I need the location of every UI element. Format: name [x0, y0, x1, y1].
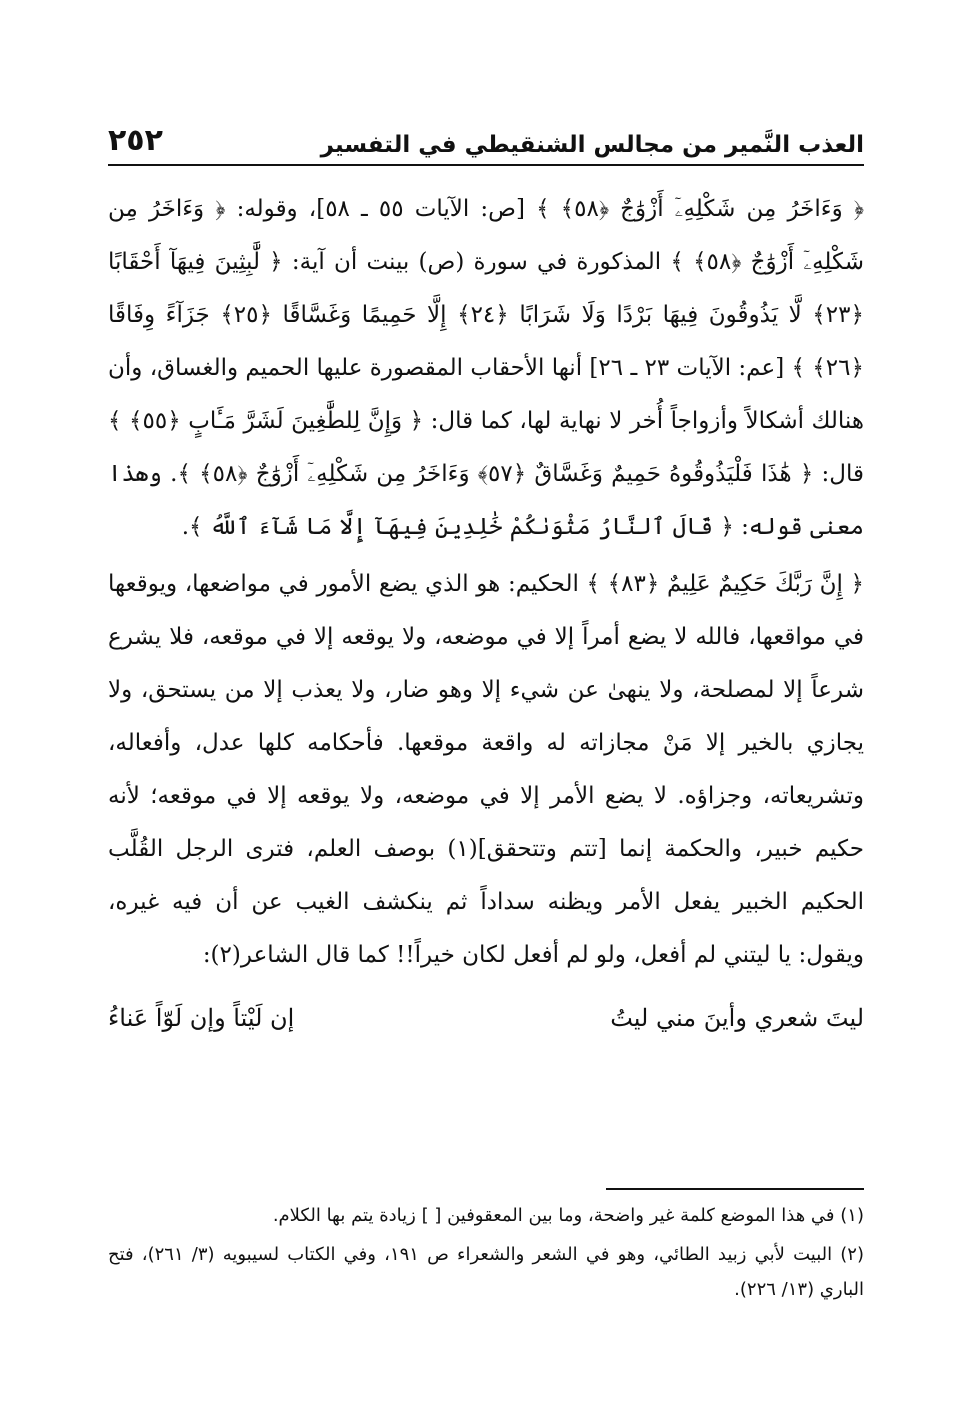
page-header: [108, 112, 864, 166]
running-title: العذب النَّمير من مجالس الشنقيطي في التفسير: [320, 132, 864, 158]
footnote-2: (٢) البيت لأبي زبيد الطائي، وهو في الشعر والشعراء ص ١٩١، وفي الكتاب لسيبويه (٣/ ٢٦١)، فتح الباري (١٣/ ٢٢٦).: [108, 1244, 864, 1300]
footnote-divider: [606, 1188, 864, 1190]
page-body: [108, 183, 864, 1048]
footnote-1: (١) في هذا الموضع كلمة غير واضحة، وما بين المعقوفين [ ] زيادة يتم بها الكلام.: [272, 1205, 864, 1226]
poetry-verse: [108, 988, 864, 1048]
page-number: ٢٥٢: [108, 123, 163, 158]
paragraph-hakim-alim: ﴿ إِنَّ رَبَّكَ حَكِيمٌ عَلِيمٌ ﴿٨٣﴾ ﴾ الحكيم: هو الذي يضع الأمور في مواضعها، ويوقعها في مواقعها، فالله لا يضع أمراً إلا في موضعه، ولا يوقعه إلا في موقعه، فلا يشرع شرعاً إلا لمصلحة، ولا ينهىٰ عن شيء إلا وهو ضار، ولا يعذب إلا من يستحق، ولا يجازي بالخير إلا مَنْ مجازاته له واقعة موقعها. فأحكامه كلها عدل، وأفعاله، وتشريعاته، وجزاؤه. لا يضع الأمر إلا في موضعه، ولا يوقعه إلا في موقعه؛ لأنه حكيم خبير، والحكمة إنما [تتم وتتحقق](١) بوصف العلم، فترى الرجل القُلَّب الحكيم الخبير يفعل الأمر ويظنه سداداً ثم ينكشف الغيب عن أن فيه غيره، ويقول: يا ليتني لم أفعل، ولو لم أفعل لكان خيراً!! كما قال الشاعر(٢):: [108, 571, 865, 968]
verse-second-hemistich: إن لَيْتاً وإن لَوّاً عَناءُ: [108, 1004, 295, 1032]
verse-first-hemistich: ليتَ شعري وأينَ مني ليتُ: [610, 1004, 864, 1032]
paragraph-tafsir-azwaj: ﴿ وَءَاخَرُ مِن شَكْلِهِۦٓ أَزْوَٰجٌ ﴿٥٨﴾ ﴾ [ص: الآيات ٥٥ ـ ٥٨]، وقوله: ﴿ وَءَاخَرُ مِن شَكْلِهِۦٓ أَزْوَٰجٌ ﴿٥٨﴾ ﴾ المذكورة في سورة (ص) بينت أن آية: ﴿ لَّٰبِثِينَ فِيهَآ أَحْقَابًا ﴿٢٣﴾ لَّا يَذُوقُونَ فِيهَا بَرْدًا وَلَا شَرَابًا ﴿٢٤﴾ إِلَّا حَمِيمًا وَغَسَّاقًا ﴿٢٥﴾ جَزَآءً وِفَاقًا ﴿٢٦﴾ ﴾ [عم: الآيات ٢٣ ـ ٢٦] أنها الأحقاب المقصورة عليها الحميم والغساق، وأن هنالك أشكالاً وأزواجاً أُخر لا نهاية لها، كما قال: ﴿ وَإِنَّ لِلطَّٰغِينَ لَشَرَّ مَـَٔابٍ ﴿٥٥﴾ ﴾ قال: ﴿ هَٰذَا فَلْيَذُوقُوهُ حَمِيمٌ وَغَسَّاقٌ ﴿٥٧﴾ وَءَاخَرُ مِن شَكْلِهِۦٓ أَزْوَٰجٌ ﴿٥٨﴾ ﴾. وهذا معنى قوله: ﴿ قَالَ ٱلنَّارُ مَثْوَىٰكُمْ خَٰلِدِينَ فِيهَآ إِلَّا مَا شَآءَ ٱللَّهُ ﴾.: [108, 196, 864, 540]
footnotes: [108, 1198, 864, 1307]
